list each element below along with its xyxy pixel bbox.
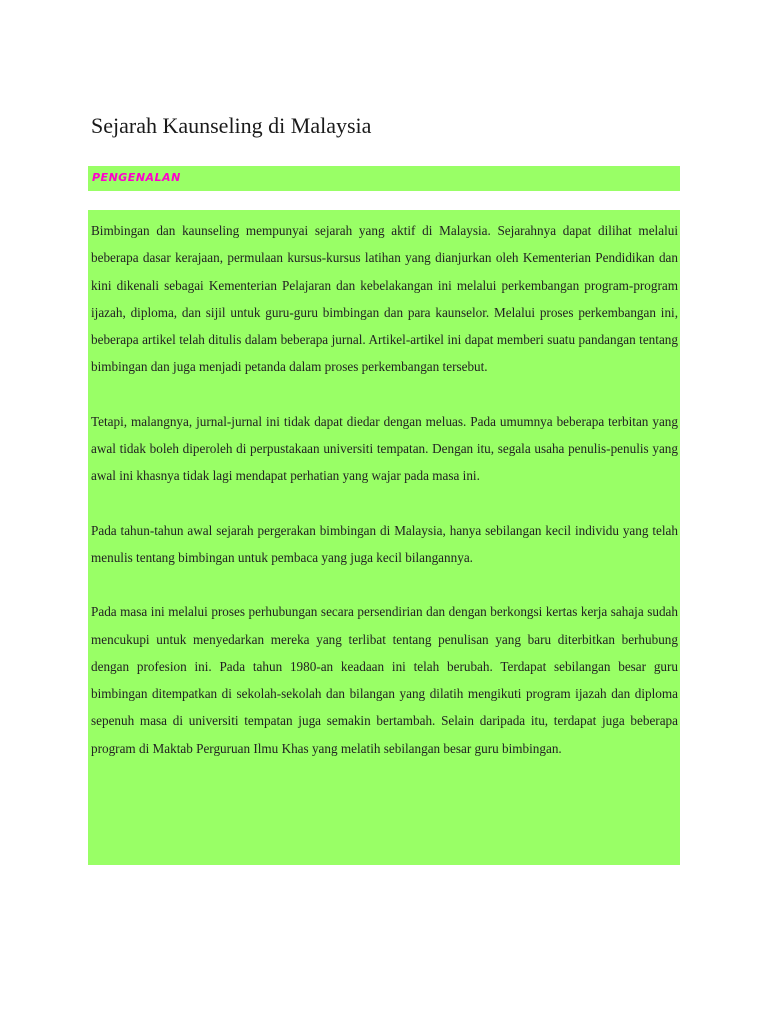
section-heading-bar: [88, 166, 680, 191]
page-title: Sejarah Kaunseling di Malaysia: [91, 113, 372, 138]
paragraph-4: Pada masa ini melalui proses perhubungan secara persendirian dan dengan berkongsi kertas kerja sahaja sudah mencukupi untuk menyedarkan mereka yang terlibat tentang penulisan yang baru diterbitkan berhubung dengan profesion ini. Pada tahun 1980-an keadaan ini telah berubah. Terdapat sebilangan besar guru bimbingan ditempatkan di sekolah-sekolah dan bilangan yang dilatih mengikuti program ijazah dan diploma sepenuh masa di universiti tempatan juga semakin bertambah. Selain daripada itu, terdapat juga beberapa program di Maktab Perguruan Ilmu Khas yang melatih sebilangan besar guru bimbingan.: [91, 604, 678, 756]
section-heading: PENGENALAN: [92, 171, 181, 184]
paragraph-1: Bimbingan dan kaunseling mempunyai sejarah yang aktif di Malaysia. Sejarahnya dapat dilihat melalui beberapa dasar kerajaan, permulaan kursus-kursus latihan yang dianjurkan oleh Kementerian Pendidikan dan kini dikenali sebagai Kementerian Pelajaran dan kebelakangan ini melalui perkembangan program-program ijazah, diploma, dan sijil untuk guru-guru bimbingan dan para kaunselor. Melalui proses perkembangan ini, beberapa artikel telah ditulis dalam beberapa jurnal. Artikel-artikel ini dapat memberi suatu pandangan tentang bimbingan dan juga menjadi petanda dalam proses perkembangan tersebut.: [91, 223, 678, 375]
paragraph-2: Tetapi, malangnya, jurnal-jurnal ini tidak dapat diedar dengan meluas. Pada umumnya beberapa terbitan yang awal tidak boleh diperoleh di perpustakaan universiti tempatan. Dengan itu, segala usaha penulis-penulis yang awal ini khasnya tidak lagi mendapat perhatian yang wajar pada masa ini.: [91, 413, 678, 484]
paragraph-3: Pada tahun-tahun awal sejarah pergerakan bimbingan di Malaysia, hanya sebilangan kecil individu yang telah menulis tentang bimbingan untuk pembaca yang juga kecil bilangannya.: [91, 522, 678, 565]
content-box: [88, 210, 680, 865]
